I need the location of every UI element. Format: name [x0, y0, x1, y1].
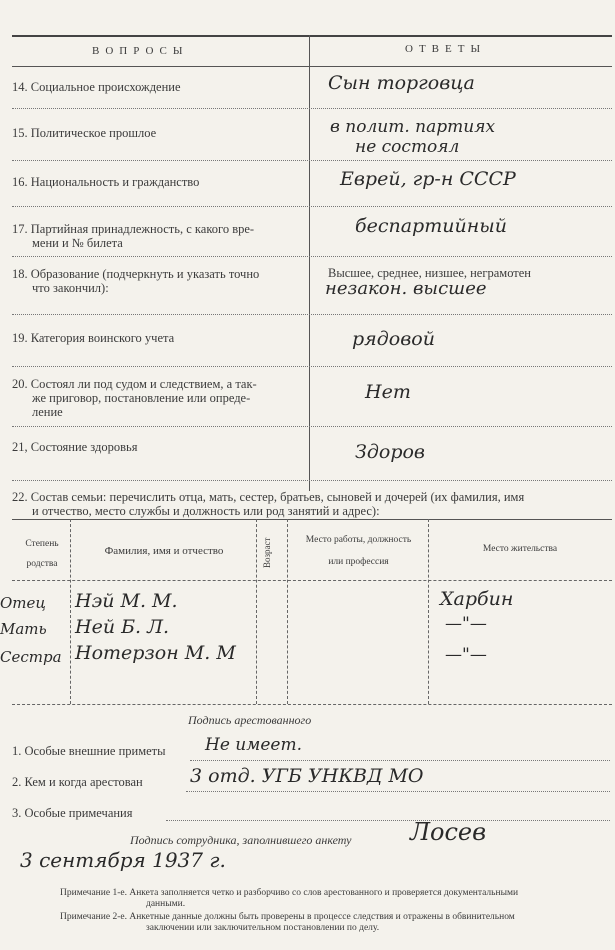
family-row-1-residence: Харбин	[440, 588, 514, 610]
family-title: 22. Состав семьи: перечислить отца, мать, сестер, братьев, сыновей и дочерей (их фамилия, имя и отчество, место службы и должность или род занятий и адрес):	[12, 490, 525, 518]
employee-signature: Лосев	[410, 818, 487, 846]
answer-16: Еврей, гр-н СССР	[340, 168, 516, 190]
extra-1-label: 1. Особые внешние приметы	[12, 744, 166, 758]
note-2: Примечание 2-е. Анкетные данные должны быть проверены в процессе следствия и отражены в обвинительном заключении или заключительном постановлении по делу.	[60, 912, 515, 933]
row-rule	[12, 426, 612, 427]
extra-2-label: 2. Кем и когда арестован	[12, 775, 143, 789]
row-rule	[12, 256, 612, 257]
answer-17: беспартийный	[355, 215, 507, 237]
answer-20: Нет	[365, 381, 411, 403]
family-table-top	[12, 519, 612, 520]
col-rule	[287, 519, 288, 704]
header-answers: ОТВЕТЫ	[405, 43, 487, 55]
family-row-2-name: Ней Б. Л.	[75, 616, 170, 638]
col-rule	[70, 519, 71, 704]
extra-2-value: 3 отд. УГБ УНКВД МО	[190, 765, 424, 787]
family-row-2-relation: Мать	[0, 620, 47, 638]
th-residence: Место жительства	[482, 544, 558, 554]
header-rule	[12, 66, 612, 67]
question-18: 18. Образование (подчеркнуть и указать точно что закончил):	[12, 267, 260, 295]
question-20: 20. Состоял ли под судом и следствием, а так- же приговор, постановление или опреде- ление	[12, 377, 257, 419]
question-17: 17. Партийная принадлежность, с какого вре- мени и № билета	[12, 222, 255, 250]
question-14: 14. Социальное происхождение	[12, 80, 181, 94]
answer-21: Здоров	[355, 441, 425, 463]
question-16: 16. Национальность и гражданство	[12, 175, 200, 189]
th-name: Фамилия, имя и отчество	[104, 545, 224, 557]
answer-19: рядовой	[352, 328, 435, 350]
fill-date: 3 сентября 1937 г.	[20, 848, 226, 872]
answer-18: незакон. высшее	[325, 278, 487, 299]
th-relation: Степень родства	[25, 539, 59, 569]
family-row-2-residence: —"—	[445, 614, 487, 634]
family-row-3-name: Нотерзон М. М	[75, 642, 236, 664]
extra-1-value: Не имеет.	[205, 735, 302, 755]
extra-3-label: 3. Особые примечания	[12, 806, 133, 820]
row-rule	[12, 480, 612, 481]
fill-rule	[166, 820, 610, 821]
question-15: 15. Политическое прошлое	[12, 126, 157, 140]
question-19: 19. Категория воинского учета	[12, 331, 175, 345]
note-1: Примечание 1-е. Анкета заполняется четко и разборчиво со слов арестованного и проверяется документальными данными.	[60, 888, 519, 909]
education-options: Высшее, среднее, низшее, неграмотен	[328, 266, 531, 280]
row-rule	[12, 108, 612, 109]
family-row-3-relation: Сестра	[0, 648, 62, 666]
row-rule	[12, 314, 612, 315]
row-rule	[12, 206, 612, 207]
th-work: Место работы, должность или профессия	[305, 535, 412, 567]
arrested-signature-label: Подпись арестованного	[188, 713, 312, 727]
fill-rule	[190, 760, 610, 761]
header-questions: ВОПРОСЫ	[92, 45, 189, 57]
th-age: Возраст	[262, 537, 272, 568]
row-rule	[12, 366, 612, 367]
employee-signature-label: Подпись сотрудника, заполнившего анкету	[130, 833, 352, 847]
answer-15-line1: в полит. партиях	[330, 117, 496, 137]
family-table-bottom	[12, 704, 612, 705]
col-rule	[256, 519, 257, 704]
row-rule	[12, 160, 612, 161]
fill-rule	[186, 791, 610, 792]
question-21: 21, Состояние здоровья	[12, 440, 138, 454]
family-row-3-residence: —"—	[445, 645, 487, 665]
family-row-1-name: Нэй М. М.	[75, 590, 178, 612]
answer-14: Сын торговца	[328, 72, 475, 94]
family-table-header-rule	[12, 580, 612, 581]
answer-15-line2: не состоял	[355, 137, 460, 157]
top-rule	[12, 35, 612, 37]
family-row-1-relation: Отец	[0, 594, 46, 612]
column-divider	[309, 35, 310, 491]
col-rule	[428, 519, 429, 704]
